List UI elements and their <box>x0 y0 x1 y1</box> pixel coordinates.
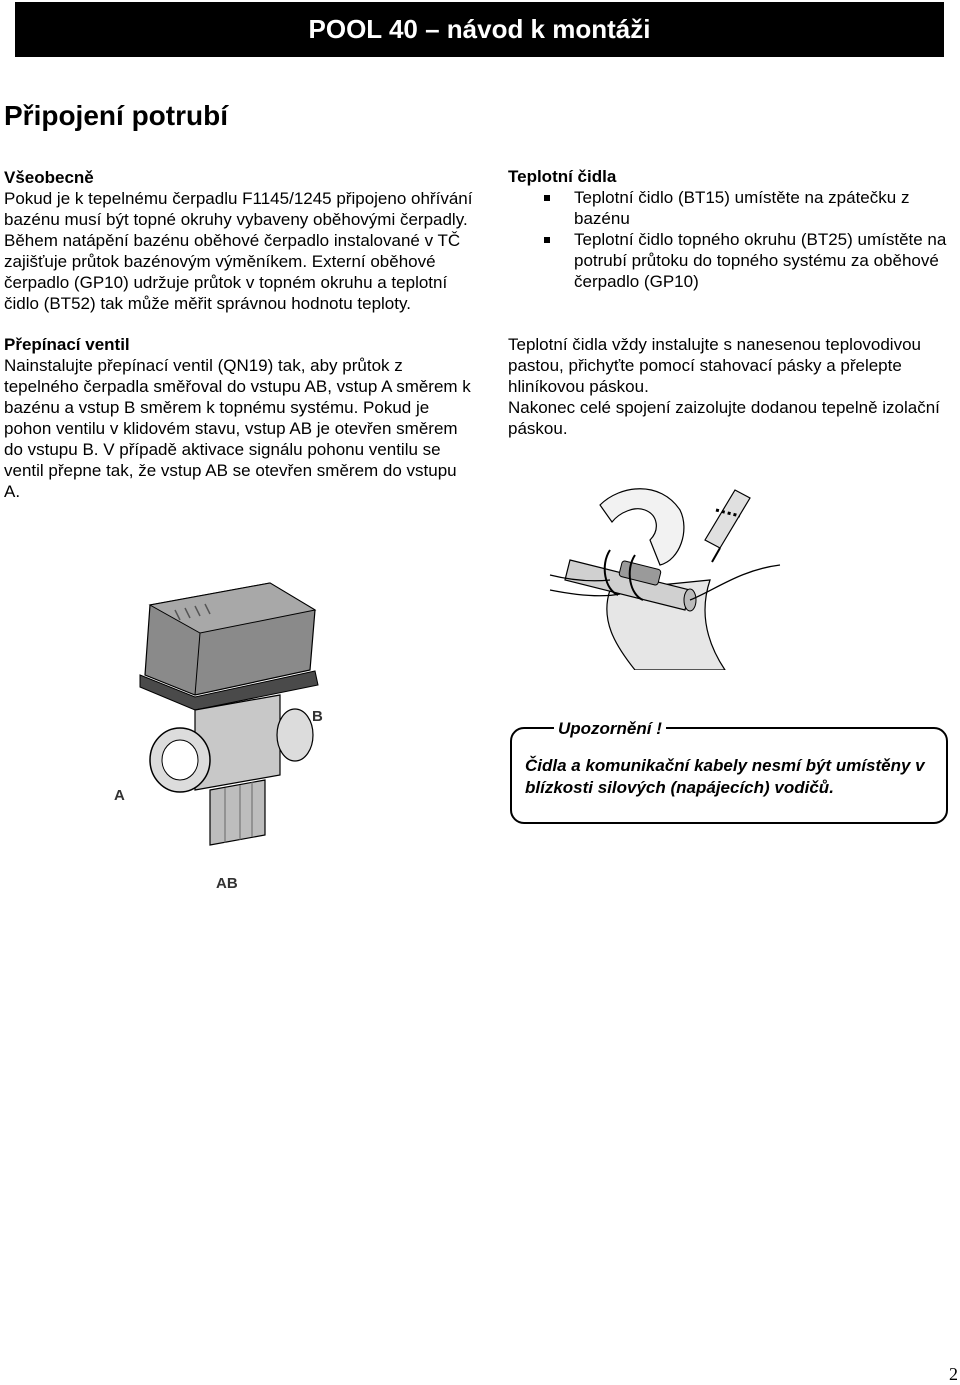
left-column <box>4 167 474 502</box>
valve-illustration <box>100 575 360 895</box>
bullet-text: Teplotní čidlo (BT15) umístěte na zpátečku z bazénu <box>574 188 910 228</box>
port-a-label: A <box>114 787 125 804</box>
sensor-bullet-list <box>508 187 948 292</box>
bullet-square-icon <box>544 237 550 243</box>
page-title: Připojení potrubí <box>4 100 228 131</box>
section-title-valve: Přepínací ventil <box>4 335 130 354</box>
warning-title: Upozornění ! <box>554 719 666 739</box>
general-paragraph: Pokud je k tepelnému čerpadlu F1145/1245 připojeno ohřívání bazénu musí být topné okruhy vybaveny oběhovými čerpadly. Během natápění bazénu oběhové čerpadlo instalované v TČ zajišťuje průtok bazénovým výměníkem. Externí oběhové čerpadlo (GP10) udržuje průtok v topném okruhu a teplotní čidlo (BT52) tak může měřit správnou hodnotu teploty. <box>4 189 473 313</box>
section-title-sensors: Teplotní čidla <box>508 167 617 186</box>
sensor-insulate-paragraph: Nakonec celé spojení zaizolujte dodanou tepelně izolační páskou. <box>508 398 940 438</box>
bullet-square-icon <box>544 195 550 201</box>
valve-paragraph: Nainstalujte přepínací ventil (QN19) tak, aby průtok z tepelného čerpadla směřoval do vstupu AB, vstup A směrem k bazénu a vstup B směrem k topnému systému. Pokud je pohon ventilu v klidovém stavu, vstup AB je otevřen směrem do vstupu B. V případě aktivace signálu pohonu ventilu se ventil přepne tak, že vstup AB se otevřen směrem do vstupu A. <box>4 356 471 501</box>
list-item <box>508 187 948 229</box>
warning-text: Čidla a komunikační kabely nesmí být umístěny v blízkosti silových (napájecích) vodičů. <box>525 756 925 797</box>
port-b-label: B <box>312 708 323 725</box>
section-title-general: Všeobecně <box>4 168 94 187</box>
list-item <box>508 229 948 292</box>
right-column <box>508 166 948 439</box>
header-bar <box>15 2 944 57</box>
bullet-text: Teplotní čidlo topného okruhu (BT25) umístěte na potrubí průtoku do topného systému za oběhové čerpadlo (GP10) <box>574 230 947 291</box>
header-title: POOL 40 – návod k montáži <box>308 14 651 44</box>
sensor-mounting-illustration <box>540 470 810 670</box>
page-number: 2 <box>949 1364 958 1384</box>
warning-box <box>510 719 948 824</box>
sensor-install-paragraph: Teplotní čidla vždy instalujte s nanesenou teplovodivou pastou, přichyťte pomocí stahovací pásky a přelepte hliníkovou páskou. <box>508 335 921 396</box>
port-ab-label: AB <box>216 875 238 892</box>
